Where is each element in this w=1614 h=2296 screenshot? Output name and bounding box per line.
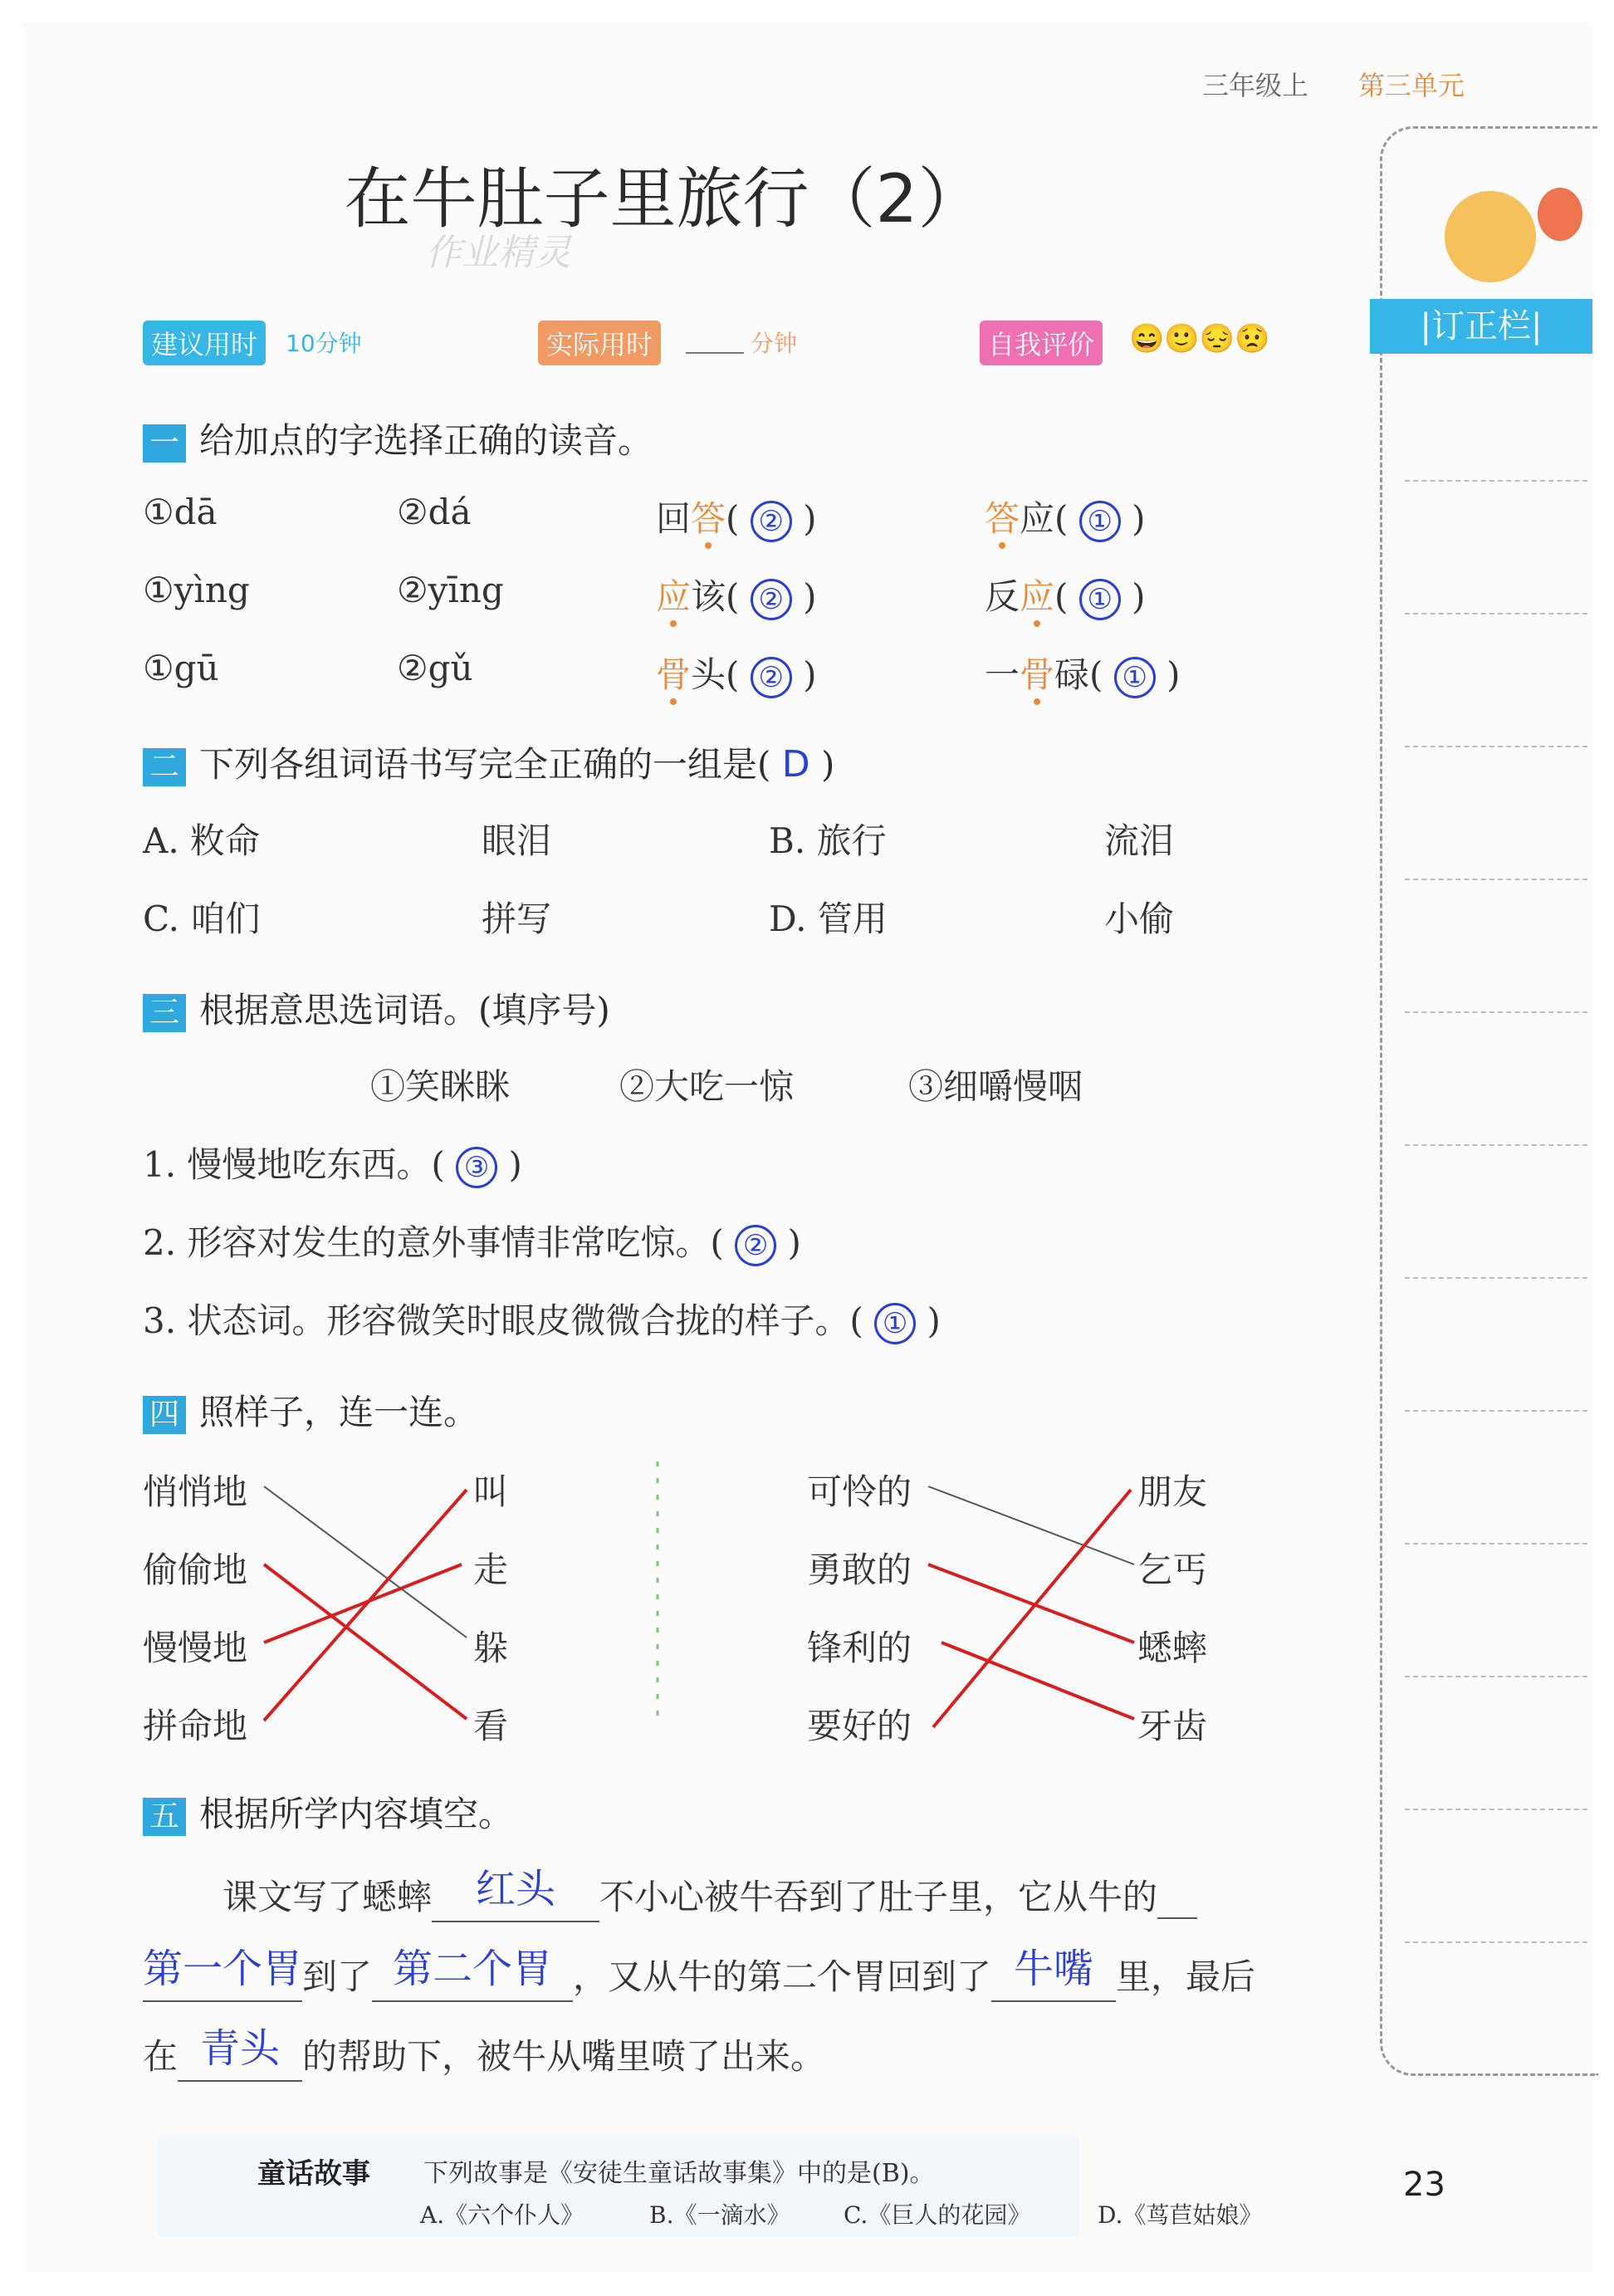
question: 2. 形容对发生的意外事情非常吃惊。( ② ): [143, 1216, 801, 1266]
match-right-word[interactable]: 牙齿: [1137, 1706, 1208, 1746]
suggest-time-label: 建议用时: [143, 321, 266, 365]
match-left-word[interactable]: 拼命地: [143, 1706, 248, 1746]
answer[interactable]: ②: [751, 579, 792, 620]
correction-label: |订正栏|: [1370, 299, 1592, 354]
question: 1. 慢慢地吃东西。( ③ ): [143, 1138, 522, 1188]
actual-time-unit: 分钟: [751, 330, 798, 357]
word-item: 一骨碌( ① ): [985, 648, 1181, 698]
section-title: 下列各组词语书写完全正确的一组是(: [199, 744, 771, 785]
fill-line-2: 第一个胃到了 第二个胃 ，又从牛的第二个胃回到了 牛嘴 里，最后: [143, 1943, 1255, 2002]
footer-question: 下列故事是《安徒生童话故事集》中的是(B)。: [423, 2159, 935, 2188]
match-right-word[interactable]: 蟋蟀: [1137, 1628, 1208, 1668]
option: ①yìng: [143, 570, 250, 610]
match-right-word[interactable]: 乞丐: [1137, 1549, 1208, 1590]
choice: C. 咱们: [143, 898, 261, 939]
answer[interactable]: ①: [874, 1303, 916, 1344]
page-title: 在牛肚子里旅行（2）: [344, 160, 985, 237]
answer[interactable]: ①: [1079, 501, 1121, 542]
match-right-word[interactable]: 叫: [473, 1471, 509, 1512]
choice: D. 管用: [769, 898, 888, 939]
fill-blank[interactable]: 牛嘴: [991, 1943, 1116, 2002]
answer-line: [928, 1564, 1134, 1642]
actual-time-label: 实际用时: [538, 321, 661, 365]
answer[interactable]: ③: [456, 1147, 497, 1188]
choice: B. 旅行: [769, 820, 887, 861]
fill-blank[interactable]: 青头: [178, 2023, 302, 2082]
section-number: 五: [143, 1798, 186, 1836]
answer-line: [264, 1490, 467, 1721]
match-left-word[interactable]: 锋利的: [807, 1628, 912, 1668]
fill-blank[interactable]: 红头: [432, 1863, 599, 1922]
example-line: [264, 1486, 467, 1638]
fill-blank[interactable]: [1157, 1877, 1197, 1919]
answer-line: [264, 1564, 462, 1642]
word-item: 答应( ① ): [985, 492, 1146, 542]
match-left-word[interactable]: 悄悄地: [143, 1471, 248, 1512]
unit-label: 第三单元: [1358, 70, 1465, 101]
option: ②dá: [397, 492, 472, 532]
word-item: 应该( ② ): [656, 570, 817, 620]
answer[interactable]: ②: [751, 501, 792, 542]
option: ①dā: [143, 492, 218, 532]
choice: 眼泪: [482, 820, 552, 861]
question: 3. 状态词。形容微笑时眼皮微微合拢的样子。( ① ): [143, 1294, 941, 1344]
match-left-word[interactable]: 慢慢地: [143, 1628, 248, 1668]
choice: 小偷: [1104, 898, 1175, 939]
choice: 流泪: [1104, 820, 1175, 861]
answer[interactable]: ①: [1114, 657, 1156, 698]
word-option: ①笑眯眯: [370, 1066, 511, 1107]
footer-option: A.《六个仆人》: [420, 2201, 584, 2229]
match-right-word[interactable]: 看: [473, 1706, 509, 1746]
fill-line-1: 课文写了蟋蟀 红头 不小心被牛吞到了肚子里，它从牛的: [223, 1863, 1197, 1922]
footer-option: B.《一滴水》: [649, 2201, 790, 2229]
match-left-word[interactable]: 可怜的: [807, 1471, 912, 1512]
match-left-word[interactable]: 要好的: [807, 1706, 912, 1746]
word-item: 骨头( ② ): [656, 648, 817, 698]
option: ②yīng: [397, 570, 504, 610]
section-title: 照样子，连一连。: [199, 1392, 479, 1432]
answer[interactable]: D: [781, 743, 810, 786]
footer-option: C.《巨人的花园》: [844, 2201, 1031, 2229]
option: ①gū: [143, 648, 219, 688]
match-right-word[interactable]: 走: [473, 1549, 509, 1590]
option: ②gǔ: [397, 648, 473, 688]
word-option: ②大吃一惊: [619, 1066, 795, 1107]
choice: A. 敉命: [143, 820, 261, 861]
word-option: ③细嚼慢咽: [908, 1066, 1083, 1107]
suggest-time-value: 10分钟: [286, 330, 362, 357]
fill-blank[interactable]: 第一个胃: [143, 1943, 302, 2002]
match-right-word[interactable]: 朋友: [1137, 1471, 1208, 1512]
section-number: 三: [143, 994, 186, 1032]
word-item: 反应( ① ): [985, 570, 1146, 620]
answer-line: [264, 1564, 467, 1719]
fill-blank[interactable]: 第二个胃: [372, 1943, 573, 2002]
choice: 拼写: [482, 898, 552, 939]
fill-line-3: 在 青头 的帮助下，被牛从嘴里喷了出来。: [143, 2023, 825, 2082]
section-5-heading: [143, 1787, 513, 1837]
match-left-word[interactable]: 偷偷地: [143, 1549, 248, 1590]
section-title: 给加点的字选择正确的读音。: [199, 420, 653, 461]
section-2-heading: 二 下列各组词语书写完全正确的一组是( D ): [143, 737, 834, 787]
footer-label: 童话故事: [257, 2157, 370, 2191]
answer[interactable]: ②: [751, 657, 792, 698]
section-number: 四: [143, 1396, 186, 1434]
section-number: 一: [143, 424, 186, 463]
section-title: 根据所学内容填空。: [199, 1794, 514, 1834]
self-eval-label: 自我评价: [980, 321, 1103, 365]
page-number: 23: [1403, 2166, 1445, 2204]
section-title: 根据意思选词语。(填序号): [199, 990, 610, 1031]
match-right-word[interactable]: 躲: [473, 1628, 509, 1668]
word-item: 回答( ② ): [656, 492, 817, 542]
match-left-word[interactable]: 勇敢的: [807, 1549, 912, 1590]
watermark: 作业精灵: [425, 232, 571, 274]
answer[interactable]: ①: [1079, 579, 1121, 620]
section-number: 二: [143, 748, 186, 786]
grade-label: 三年级上: [1202, 70, 1309, 101]
footer-option: D.《茑苣姑娘》: [1098, 2201, 1263, 2229]
answer[interactable]: ②: [735, 1225, 776, 1266]
self-eval-faces-icon[interactable]: 😄🙂😔😟: [1129, 322, 1270, 355]
